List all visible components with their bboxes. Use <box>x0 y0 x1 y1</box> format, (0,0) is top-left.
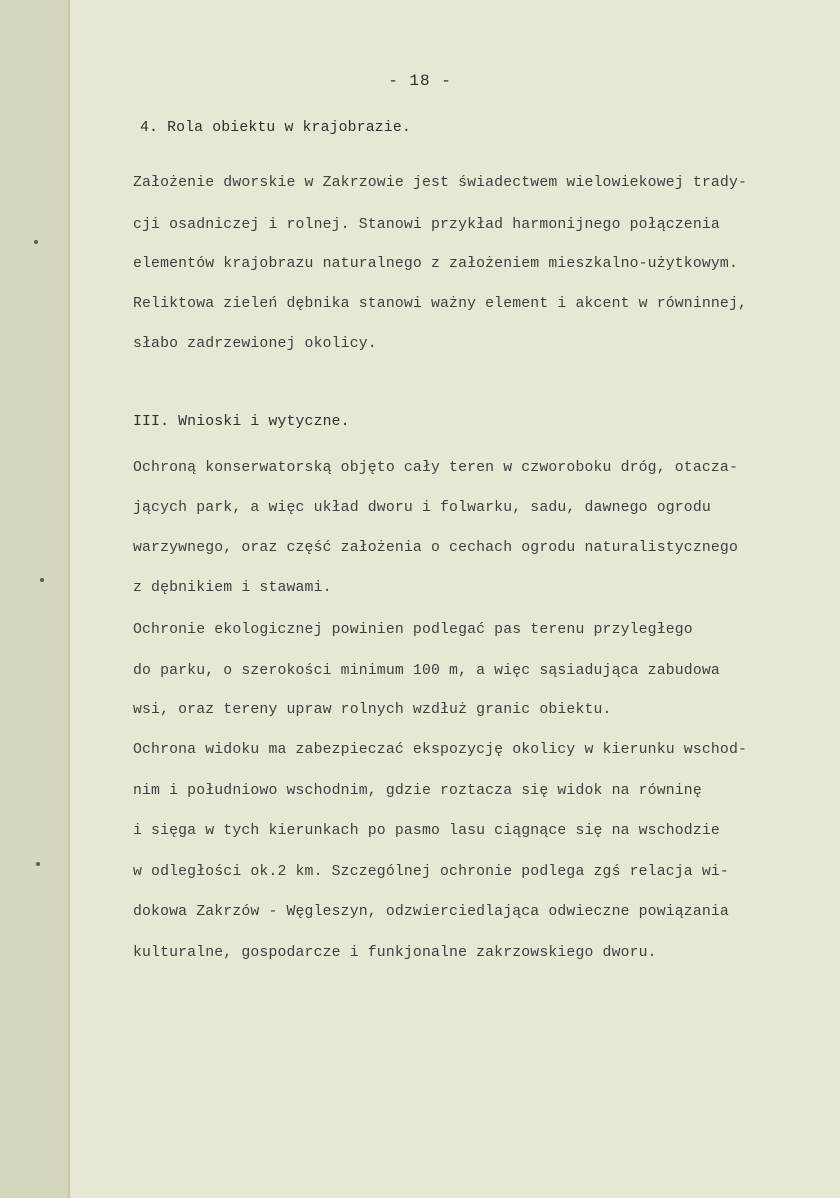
paragraph-line: cji osadniczej i rolnej. Stanowi przykład harmonijnego połączenia <box>133 217 720 233</box>
paragraph-line: z dębnikiem i stawami. <box>133 580 332 596</box>
section-heading: 4. Rola obiektu w krajobrazie. <box>140 120 411 136</box>
paragraph-line: Reliktowa zieleń dębnika stanowi ważny element i akcent w równinnej, <box>133 296 748 312</box>
paragraph-line: jących park, a więc układ dworu i folwarku, sadu, dawnego ogrodu <box>133 500 711 516</box>
paragraph-line: w odległości ok.2 km. Szczególnej ochronie podlega zgś relacja wi- <box>133 864 729 880</box>
paragraph-line: dokowa Zakrzów - Węgleszyn, odzwierciedlająca odwieczne powiązania <box>133 904 729 920</box>
punch-hole-mark <box>36 862 40 866</box>
paragraph-line: słabo zadrzewionej okolicy. <box>133 336 377 352</box>
paragraph-line: warzywnego, oraz część założenia o cechach ogrodu naturalistycznego <box>133 540 738 556</box>
punch-hole-mark <box>40 578 44 582</box>
paragraph-line: Ochronie ekologicznej powinien podlegać pas terenu przyległego <box>133 622 693 638</box>
paragraph-line: wsi, oraz tereny upraw rolnych wzdłuż granic obiektu. <box>133 702 612 718</box>
paragraph-line: do parku, o szerokości minimum 100 m, a więc sąsiadująca zabudowa <box>133 663 720 679</box>
paragraph-line: Ochrona widoku ma zabezpieczać ekspozycję okolicy w kierunku wschod- <box>133 742 748 758</box>
paragraph-line: i sięga w tych kierunkach po pasmo lasu ciągnące się na wschodzie <box>133 823 720 839</box>
punch-hole-mark <box>34 240 38 244</box>
paragraph-line: Ochroną konserwatorską objęto cały teren w czworoboku dróg, otacza- <box>133 460 738 476</box>
paragraph-line: kulturalne, gospodarcze i funkjonalne zakrzowskiego dworu. <box>133 945 657 961</box>
section-heading: III. Wnioski i wytyczne. <box>133 414 350 430</box>
paragraph-line: Założenie dworskie w Zakrzowie jest świadectwem wielowiekowej trady- <box>133 175 748 191</box>
paragraph-line: elementów krajobrazu naturalnego z założeniem mieszkalno-użytkowym. <box>133 256 738 272</box>
page-number: - 18 - <box>388 72 452 90</box>
paragraph-line: nim i południowo wschodnim, gdzie roztacza się widok na równinę <box>133 783 702 799</box>
binding-strip <box>0 0 70 1198</box>
